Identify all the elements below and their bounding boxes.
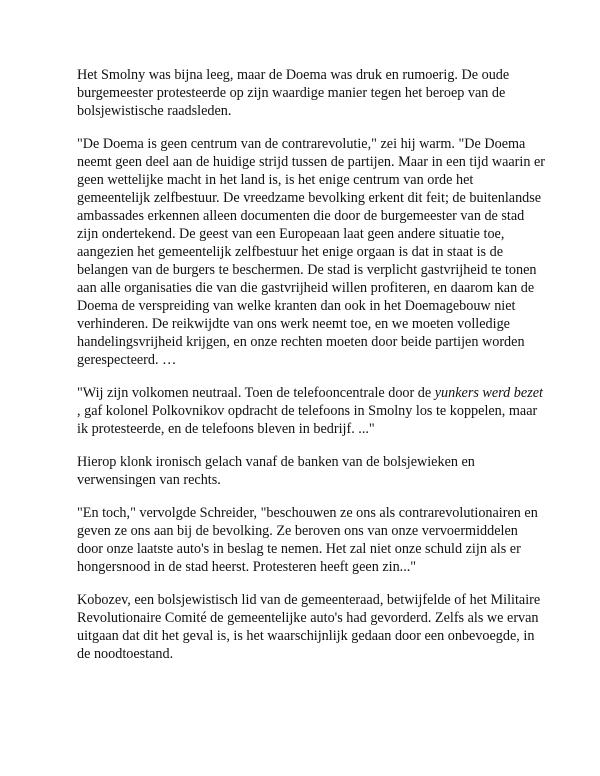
paragraph-3-italic-phrase: yunkers werd bezet bbox=[434, 385, 543, 401]
paragraph-5: "En toch," vervolgde Schreider, "beschouwen ze ons als contrarevolutionairen en geven ze ons aan bij de bevolking. Ze beroven ons van onze vervoermiddelen door onze laatste auto's in beslag te nemen. Het zal niet onze schuld zijn als er hongersnood in de stad heerst. Protesteren heeft geen zin..." bbox=[77, 505, 538, 575]
paragraph-1: Het Smolny was bijna leeg, maar de Doema was druk en rumoerig. De oude burgemeester protesteerde op zijn waardige manier tegen het beroep van de bolsjewistische raadsleden. bbox=[77, 67, 510, 119]
paragraph-3-text-start: "Wij zijn volkomen neutraal. Toen de telefooncentrale door de bbox=[77, 385, 435, 401]
paragraph-3 bbox=[77, 384, 547, 438]
paragraph-3-text-end: , gaf kolonel Polkovnikov opdracht de telefoons in Smolny los te koppelen, maar ik protesteerde, en de telefoons bleven in bedrijf. ..." bbox=[77, 403, 538, 437]
paragraph-4: Hierop klonk ironisch gelach vanaf de banken van de bolsjewieken en verwensingen van rechts. bbox=[77, 454, 475, 488]
paragraph-6: Kobozev, een bolsjewistisch lid van de gemeenteraad, betwijfelde of het Militaire Revolutionaire Comité de gemeentelijke auto's had gevorderd. Zelfs als we ervan uitgaan dat dit het geval is, is het waarschijnlijk gedaan door een onbevoegde, in de noodtoestand. bbox=[77, 592, 541, 662]
document-page bbox=[77, 66, 547, 678]
paragraph-2: "De Doema is geen centrum van de contrarevolutie," zei hij warm. "De Doema neemt geen deel aan de huidige strijd tussen de partijen. Maar in een tijd waarin er geen wettelijke macht in het land is, is het enige centrum van orde het gemeentelijk zelfbestuur. De vreedzame bevolking erkent dit feit; de buitenlandse ambassades erkennen alleen documenten die door de burgemeester van de stad zijn ondertekend. De geest van een Europeaan laat geen andere situatie toe, aangezien het gemeentelijk zelfbestuur het enige orgaan is dat in staat is de belangen van de burgers te beschermen. De stad is verplicht gastvrijheid te tonen aan alle organisaties die van die gastvrijheid willen profiteren, en daarom kan de Doema de verspreiding van welke kranten dan ook in het Doemagebouw niet verhinderen. De reikwijdte van ons werk neemt toe, en we moeten volledige handelingsvrijheid krijgen, en onze rechten moeten door beide partijen worden gerespecteerd. … bbox=[77, 136, 546, 368]
